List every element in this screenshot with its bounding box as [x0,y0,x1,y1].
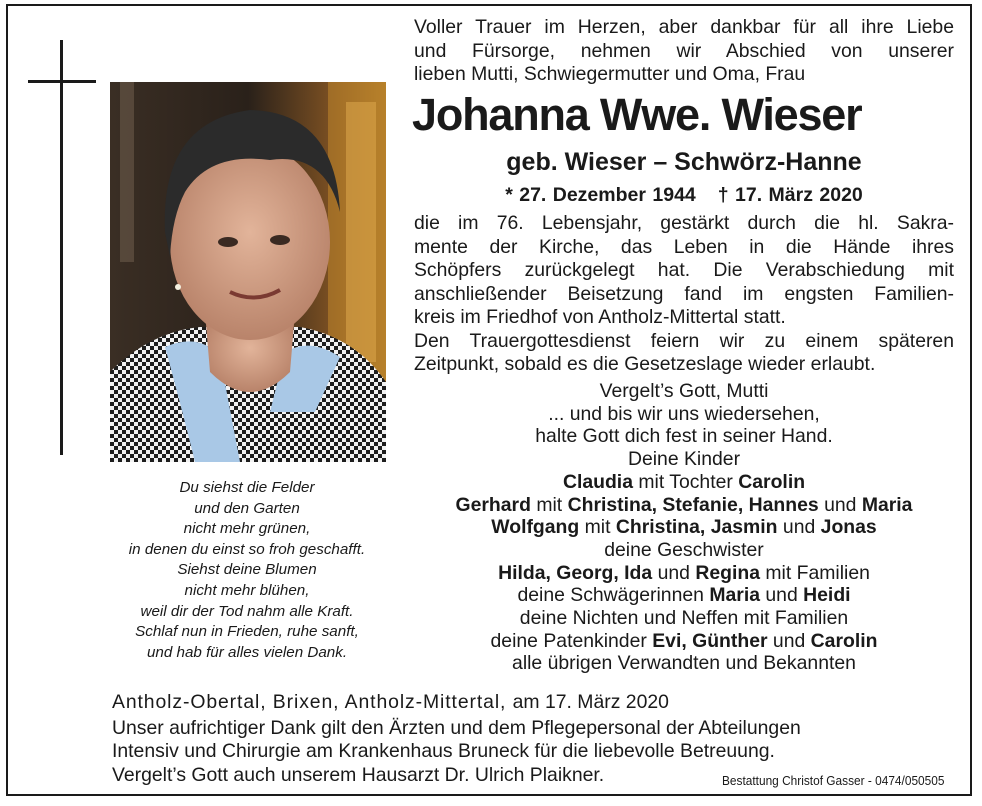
poem-line: Schlaf nun in Frieden, ruhe sanft, [135,623,359,641]
text-line: mente der Kirche, das Leben in die Hände ihres [414,235,954,258]
birth-date: * 27. Dezember 1944 [505,184,696,206]
nieces-nephews-line: deine Nichten und Neffen mit Familien [519,607,849,630]
poem-line: Siehst deine Blumen [177,561,317,579]
undertaker-credit: Bestattung Christof Gasser - 0474/050505 [722,774,945,788]
child-line-wolfgang: Wolfgang mit Christina, Jasmin und Jonas [491,516,877,539]
sisters-in-law-line: deine Schwägerinnen Maria und Heidi [517,584,851,607]
farewell-line: Vergelt’s Gott, Mutti [599,380,769,402]
intro-line: lieben Mutti, Schwiegermutter und Oma, Frau [414,63,806,85]
thanks-line: Unser aufrichtiger Dank gilt den Ärzten und dem Pflegepersonal der Abteilungen [112,717,801,739]
text-line: anschließender Beisetzung fand im engsten Familien- [414,282,954,305]
places: Antholz-Obertal, Brixen, Antholz-Mittertal, [112,691,507,713]
text-line: die im 76. Lebensjahr, gestärkt durch die hl. Sakra- [414,212,954,234]
thanks-line: Intensiv und Chirurgie am Krankenhaus Bruneck für die liebevolle Betreuung. [112,740,775,763]
birth-name: geb. Wieser – Schwörz-Hanne [506,148,862,176]
poem-line: nicht mehr grünen, [183,520,311,538]
main-text [414,212,954,377]
announcement-date: am 17. März 2020 [512,691,669,713]
poem [102,478,392,663]
text-line: Schöpfers zurückgelegt hat. Die Verabschiedung mit [414,259,954,281]
poem-line: und den Garten [194,499,300,517]
cross-horizontal-bar [28,80,96,83]
portrait-photo [110,82,386,462]
farewell-line: halte Gott dich fest in seiner Hand. [535,425,833,448]
place-date-line [112,690,972,714]
godchildren-line: deine Patenkinder Evi, Günther und Carolin [490,629,878,652]
child-line-claudia: Claudia mit Tochter Carolin [562,470,806,493]
intro-line: und Fürsorge, nehmen wir Abschied von unserer [414,39,954,62]
intro-line: Voller Trauer im Herzen, aber dankbar für all ihre Liebe [414,16,954,38]
poem-line: und hab für alles vielen Dank. [146,643,348,661]
poem-line: Du siehst die Felder [179,479,315,496]
thanks-line: Vergelt’s Gott auch unserem Hausarzt Dr. Ulrich Plaikner. [112,763,605,786]
siblings-line: Hilda, Georg, Ida und Regina mit Familien [498,561,870,584]
deceased-name: Johanna Wwe. Wieser [412,89,862,140]
poem-line: in denen du einst so froh geschafft. [128,540,366,558]
child-line-gerhard: Gerhard mit Christina, Stefanie, Hannes und Maria [455,493,913,516]
text-line: Den Trauergottesdienst feiern wir zu einem späteren [414,329,954,352]
family-section [414,380,954,675]
siblings-heading: deine Geschwister [604,538,764,561]
farewell-line: ... und bis wir uns wiedersehen, [548,402,820,425]
children-heading: Deine Kinder [627,448,741,471]
cross-vertical-bar [60,40,63,455]
life-dates [414,182,954,208]
text-line: Zeitpunkt, sobald es die Gesetzeslage wieder erlaubt. [414,353,876,375]
death-date: † 17. März 2020 [717,184,863,206]
text-line: kreis im Friedhof von Antholz-Mittertal statt. [414,306,786,328]
relatives-line: alle übrigen Verwandten und Bekannten [512,652,856,675]
poem-line: nicht mehr blühen, [184,581,310,599]
intro-text [414,16,954,87]
poem-line: weil dir der Tod nahm alle Kraft. [140,602,354,620]
